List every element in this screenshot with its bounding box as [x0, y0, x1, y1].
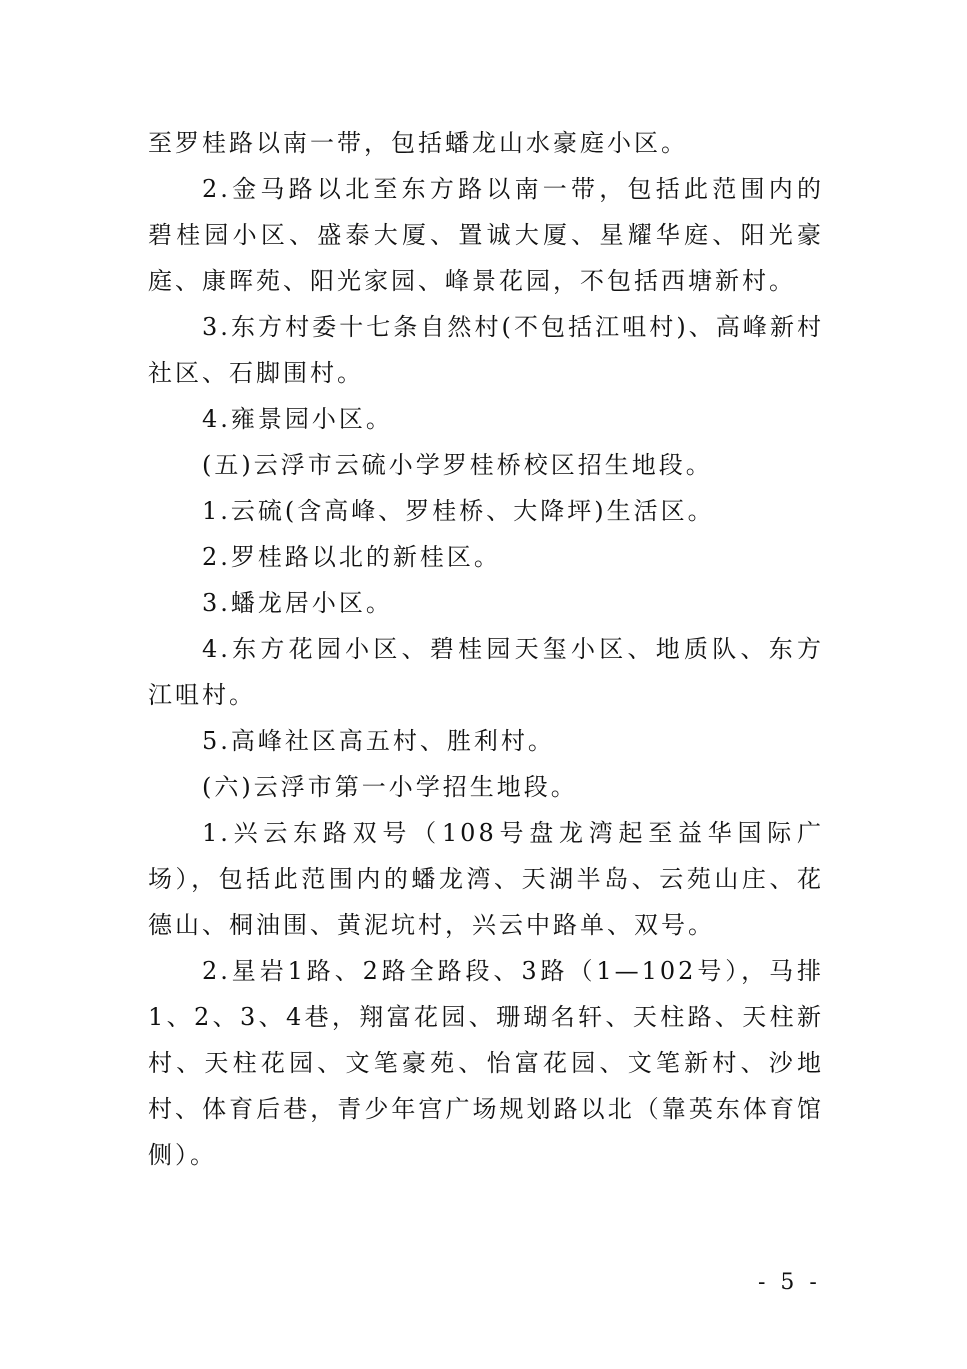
paragraph-item: 5.高峰社区高五村、胜利村。 — [202, 727, 555, 755]
paragraph-item: 1.兴云东路双号（108号盘龙湾起至益华国际广场），包括此范围内的蟠龙湾、天湖半岛、云苑山庄、花德山、桐油围、黄泥坑村，兴云中路单、双号。 — [148, 819, 824, 939]
page-number: - 5 - — [758, 1270, 821, 1295]
paragraph-item: 2.星岩1路、2路全路段、3路（1—102号），马排1、2、3、4巷，翔富花园、珊瑚名轩、天柱路、天柱新村、天柱花园、文笔豪苑、怡富花园、文笔新村、沙地村、体育后巷，青少年宫广场规划路以北（靠英东体育馆侧）。 — [148, 957, 824, 1169]
paragraph-item: 4.东方花园小区、碧桂园天玺小区、地质队、东方江咀村。 — [148, 635, 824, 709]
paragraph-item: 1.云硫(含高峰、罗桂桥、大降坪)生活区。 — [202, 497, 715, 525]
paragraph-item: 3.蟠龙居小区。 — [202, 589, 393, 617]
section-heading: (六)云浮市第一小学招生地段。 — [202, 773, 578, 801]
body-text — [148, 120, 824, 1178]
paragraph-continuation: 至罗桂路以南一带，包括蟠龙山水豪庭小区。 — [148, 129, 688, 157]
paragraph-item: 4.雍景园小区。 — [202, 405, 393, 433]
paragraph-item: 2.金马路以北至东方路以南一带，包括此范围内的碧桂园小区、盛泰大厦、置诚大厦、星耀华庭、阳光豪庭、康晖苑、阳光家园、峰景花园，不包括西塘新村。 — [148, 175, 824, 295]
paragraph-item: 3.东方村委十七条自然村(不包括江咀村)、高峰新村社区、石脚围村。 — [148, 313, 824, 387]
paragraph-item: 2.罗桂路以北的新桂区。 — [202, 543, 501, 571]
section-heading: (五)云浮市云硫小学罗桂桥校区招生地段。 — [202, 451, 713, 479]
